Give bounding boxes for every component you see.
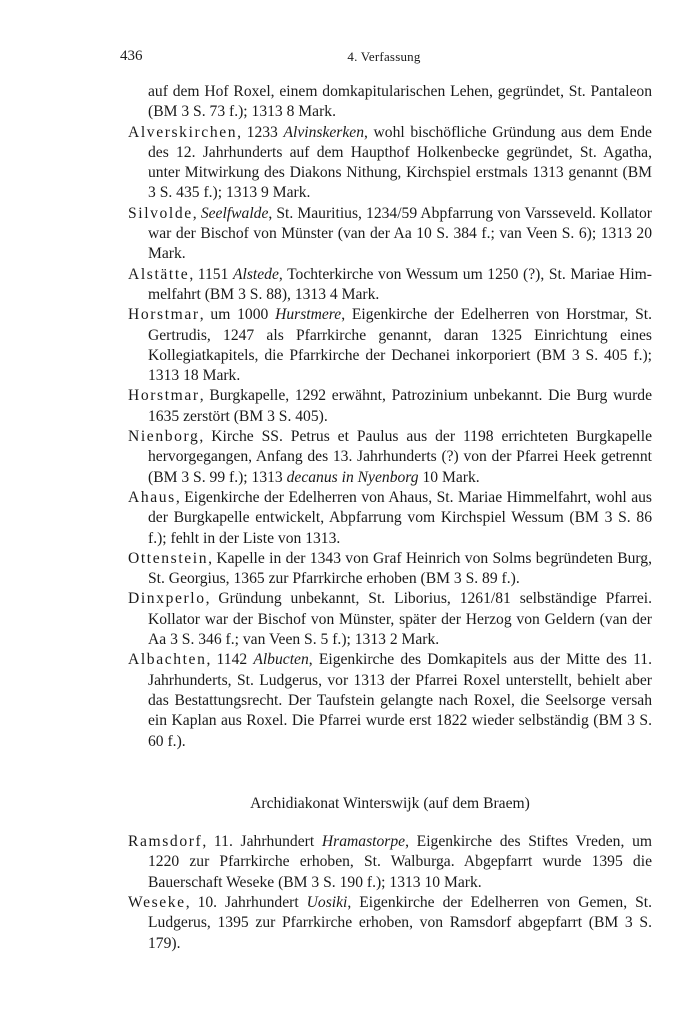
entry-text: 10 Mark. [418,468,480,486]
entry-text: , [192,204,201,222]
place-name: Alstätte [128,265,190,283]
historical-name: Seelfwalde [200,204,269,222]
historical-name: Alvinskerken [283,123,365,141]
entry-text: , 10. Jahrhundert [185,893,307,911]
body-text [128,82,652,954]
entry [128,589,652,650]
entry [128,488,652,549]
entry-text: , Gründung unbekannt, St. Liborius, 1261/81 selbständige Pfarrei. Kollator war der Bischof von Münster, später der Herzog von Geldern (van der Aa 3 S. 346 f.; van Veen S. 5 f.); 1313 2 Mark. [148,590,652,649]
place-name: Horstmar [128,387,200,405]
place-name: Ottenstein [128,549,209,567]
entry-list-winterswijk [128,832,652,954]
entry [128,265,652,306]
entry [128,305,652,386]
entry-text: , Eigenkirche der Edelherren von Horstmar, St. Gertrudis, 1247 als Pfarrkirche genannt, daran 1325 Einrichtung eines Kollegiatkapitels, die Pfarrkirche der Dechanei inkorporiert (BM 3 S. 405 f.); 1313 18 Mark. [148,306,652,385]
entry [128,427,652,488]
place-name: Ramsdorf [128,833,203,851]
place-name: Nienborg [128,428,200,446]
entry [128,893,652,954]
entry-text: , 1142 [206,651,254,669]
historical-name: Hramastorpe [321,833,406,851]
entry-list-top [128,82,652,752]
historical-name: Hurstmere [275,306,342,324]
entry-text: , Eigenkirche des Stiftes Vreden, um 1220 zur Pfarrkirche erhoben, St. Walburga. Abgepfarrt wurde 1395 die Bauerschaft Weseke (BM 3 S. 190 f.); 1313 10 Mark. [148,833,652,891]
entry [128,123,652,204]
historical-name: Alstede [233,265,279,283]
entry [128,204,652,265]
entry [128,386,652,427]
entry-text: , 11. Jahrhundert [202,833,322,851]
entry-text: , Tochterkirche von Wessum um 1250 (?), St. Mariae Himmelfahrt (BM 3 S. 88), 1313 4 Mark. [148,265,652,303]
running-title: 4. Verfassung [347,49,421,64]
place-name: Alverskirchen [128,123,238,141]
place-name: Dinxperlo [128,590,206,608]
entry-text: , Burgkapelle, 1292 erwähnt, Patrozinium unbekannt. Die Burg wurde 1635 zerstört (BM 3 S. 405). [148,387,652,425]
entry-text: , um 1000 [199,306,276,324]
entry-text: auf dem Hof Roxel, einem domkapitularischen Lehen, gegründet, St. Pantaleon (BM 3 S. 73 f.); 1313 8 Mark. [148,83,652,121]
historical-name: Albucten [253,651,309,669]
entry-text: , 1151 [189,265,233,283]
place-name: Weseke [128,893,186,911]
entry [128,549,652,590]
entry [128,832,652,893]
entry [128,82,652,123]
entry-text: , Eigenkirche der Edelherren von Gemen, St. Ludgerus, 1395 zur Pfarrkirche erhoben, von Ramsdorf abgepfarrt (BM 3 S. 179). [148,893,653,952]
place-name: Ahaus [128,488,176,506]
entry-text: , wohl bischöfliche Gründung aus dem Ende des 12. Jahrhunderts auf dem Haupthof Holkenbecke gegründet, St. Agatha, unter Mitwirkung des Diakons Nithung, Kirchspiel erstmals 1313 genannt (BM 3 S. 435 f.); 1313 9 Mark. [148,123,652,202]
entry-text: , 1233 [237,123,284,141]
section-heading: Archidiakonat Winterswijk (auf dem Braem) [250,794,530,812]
page-header [120,48,648,70]
page-number: 436 [120,48,143,64]
entry-text: , Kirche SS. Petrus et Paulus aus der 1198 errichteten Burgkapelle hervorgegangen, Anfang des 13. Jahrhunderts (?) von der Pfarrei Heek getrennt (BM 3 S. 99 f.); 1313 [148,428,652,486]
historical-name: decanus in Nyenborg [286,468,419,486]
entry-text: , St. Mauritius, 1234/59 Abpfarrung von Varsseveld. Kollator war der Bischof von Münster (van der Aa 10 S. 384 f.; van Veen S. 6); 1313 20 Mark. [148,204,653,263]
entry-text: , Eigenkirche des Domkapitels aus der Mitte des 11. Jahrhunderts, St. Ludgerus, vor 1313 der Pfarrei Roxel unterstellt, behielt aber das Bestattungsrecht. Der Taufstein gelangte nach Roxel, die Seelsorge versah ein Kaplan aus Roxel. Die Pfarrei wurde erst 1822 wieder selbständig (BM 3 S. 60 f.). [148,651,652,750]
entry-text: , Kapelle in der 1343 von Graf Heinrich von Solms begründeten Burg, St. Georgius, 1365 zur Pfarrkirche erhoben (BM 3 S. 89 f.). [148,549,652,588]
historical-name: Uosiki [306,893,348,911]
place-name: Silvolde [128,204,193,222]
entry-text: , Eigenkirche der Edelherren von Ahaus, St. Mariae Himmelfahrt, wohl aus der Burgkapelle entwickelt, Abpfarrung vom Kirchspiel Wessum (BM 3 S. 86 f.); fehlt in der Liste von 1313. [148,488,652,547]
entry [128,650,652,751]
place-name: Albachten [128,651,207,669]
place-name: Horstmar [128,306,200,324]
